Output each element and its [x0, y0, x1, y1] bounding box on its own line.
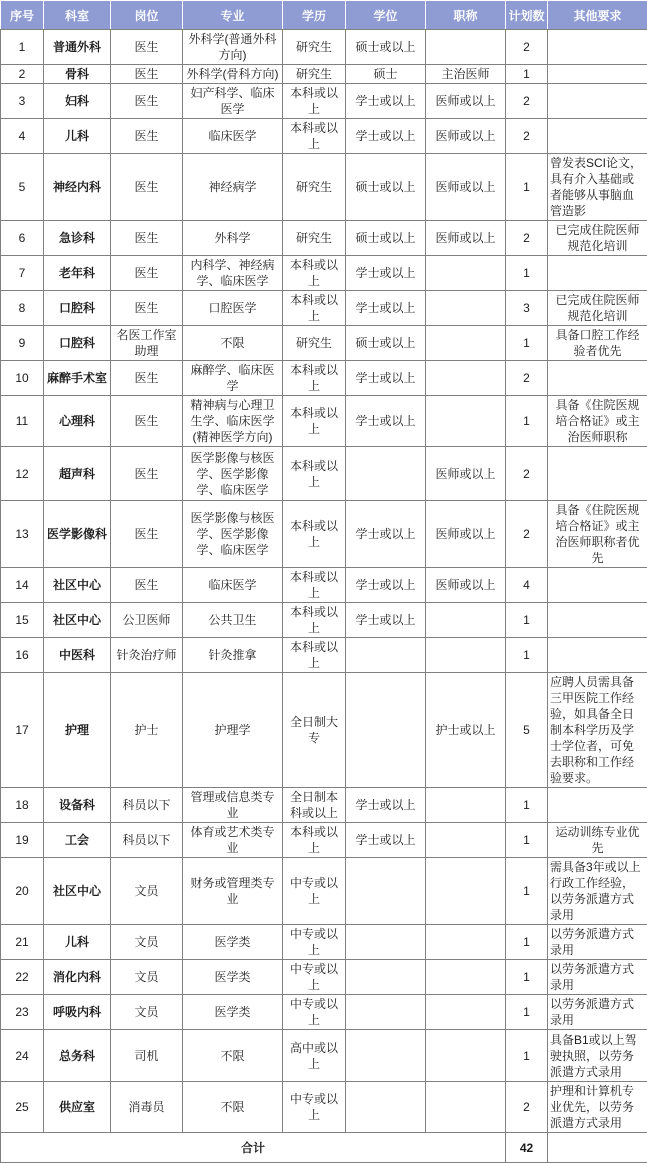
- cell-planned: 1: [506, 960, 548, 995]
- cell-requirements: [548, 788, 647, 823]
- cell-degree: 学士或以上: [346, 84, 426, 119]
- cell-title: [426, 925, 506, 960]
- cell-education: 研究生: [283, 30, 346, 65]
- cell-major: 医学影像与核医学、医学影像学、临床医学: [183, 447, 283, 501]
- column-header-8: 其他要求: [548, 1, 647, 30]
- cell-title: [426, 858, 506, 925]
- cell-degree: 硕士或以上: [346, 154, 426, 221]
- cell-position: 护士: [111, 673, 183, 788]
- cell-education: 研究生: [283, 154, 346, 221]
- cell-no: 13: [1, 501, 44, 568]
- cell-position: 医生: [111, 291, 183, 326]
- column-header-2: 岗位: [111, 1, 183, 30]
- cell-requirements: 已完成住院医师规范化培训: [548, 291, 647, 326]
- cell-major: 医学类: [183, 995, 283, 1030]
- cell-department: 社区中心: [44, 603, 111, 638]
- cell-major: 外科学(普通外科方向): [183, 30, 283, 65]
- cell-no: 8: [1, 291, 44, 326]
- table-row: [1, 396, 647, 447]
- cell-education: 中专或以上: [283, 995, 346, 1030]
- table-row: [1, 1082, 647, 1133]
- cell-department: 口腔科: [44, 291, 111, 326]
- cell-education: 高中或以上: [283, 1030, 346, 1082]
- cell-title: 护士或以上: [426, 673, 506, 788]
- cell-requirements: [548, 30, 647, 65]
- cell-degree: [346, 447, 426, 501]
- table-row: [1, 256, 647, 291]
- cell-title: 医师或以上: [426, 221, 506, 256]
- table-row: [1, 995, 647, 1030]
- cell-planned: 1: [506, 603, 548, 638]
- cell-title: [426, 638, 506, 673]
- cell-planned: 1: [506, 788, 548, 823]
- cell-requirements: 具备B1或以上驾驶执照，以劳务派遣方式录用: [548, 1030, 647, 1082]
- cell-department: 社区中心: [44, 858, 111, 925]
- cell-education: 研究生: [283, 65, 346, 84]
- cell-no: 20: [1, 858, 44, 925]
- table-row: [1, 447, 647, 501]
- cell-title: [426, 823, 506, 858]
- cell-education: 本科或以上: [283, 396, 346, 447]
- cell-title: 医师或以上: [426, 154, 506, 221]
- cell-no: 22: [1, 960, 44, 995]
- cell-major: 不限: [183, 326, 283, 361]
- cell-department: 呼吸内科: [44, 995, 111, 1030]
- cell-degree: 学士或以上: [346, 291, 426, 326]
- cell-no: 25: [1, 1082, 44, 1133]
- table-row: [1, 291, 647, 326]
- cell-requirements: 具备口腔工作经验者优先: [548, 326, 647, 361]
- cell-education: 本科或以上: [283, 823, 346, 858]
- cell-major: 临床医学: [183, 119, 283, 154]
- cell-degree: 学士或以上: [346, 119, 426, 154]
- table-row: [1, 1030, 647, 1082]
- cell-education: 中专或以上: [283, 1082, 346, 1133]
- cell-no: 23: [1, 995, 44, 1030]
- cell-department: 老年科: [44, 256, 111, 291]
- cell-education: 中专或以上: [283, 925, 346, 960]
- cell-title: 医师或以上: [426, 501, 506, 568]
- cell-requirements: 需具备3年或以上行政工作经验，以劳务派遣方式录用: [548, 858, 647, 925]
- table-row: [1, 154, 647, 221]
- table-row: [1, 568, 647, 603]
- column-header-5: 学位: [346, 1, 426, 30]
- cell-department: 供应室: [44, 1082, 111, 1133]
- cell-degree: 硕士或以上: [346, 326, 426, 361]
- cell-position: 医生: [111, 256, 183, 291]
- cell-degree: 硕士或以上: [346, 221, 426, 256]
- cell-department: 妇科: [44, 84, 111, 119]
- cell-requirements: [548, 84, 647, 119]
- table-row: [1, 221, 647, 256]
- cell-position: 医生: [111, 221, 183, 256]
- cell-requirements: 护理和计算机专业优先，以劳务派遣方式录用: [548, 1082, 647, 1133]
- column-header-3: 专业: [183, 1, 283, 30]
- cell-degree: 学士或以上: [346, 396, 426, 447]
- cell-planned: 1: [506, 256, 548, 291]
- cell-degree: [346, 960, 426, 995]
- total-planned-value: 42: [506, 1133, 548, 1163]
- cell-major: 外科学: [183, 221, 283, 256]
- table-row: [1, 501, 647, 568]
- cell-department: 神经内科: [44, 154, 111, 221]
- cell-position: 司机: [111, 1030, 183, 1082]
- cell-no: 4: [1, 119, 44, 154]
- cell-department: 工会: [44, 823, 111, 858]
- cell-planned: 4: [506, 568, 548, 603]
- cell-position: 医生: [111, 119, 183, 154]
- cell-education: 本科或以上: [283, 291, 346, 326]
- cell-degree: [346, 638, 426, 673]
- cell-title: 医师或以上: [426, 568, 506, 603]
- cell-major: 医学类: [183, 960, 283, 995]
- cell-degree: [346, 1082, 426, 1133]
- cell-department: 总务科: [44, 1030, 111, 1082]
- table-row: [1, 30, 647, 65]
- cell-no: 10: [1, 361, 44, 396]
- cell-position: 医生: [111, 568, 183, 603]
- cell-planned: 2: [506, 221, 548, 256]
- cell-position: 医生: [111, 447, 183, 501]
- cell-position: 文员: [111, 960, 183, 995]
- cell-major: 神经病学: [183, 154, 283, 221]
- table-row: [1, 858, 647, 925]
- cell-requirements: 应聘人员需具备三甲医院工作经验，如具备全日制本科学历及学士学位者，可免去职称和工作经验要求。: [548, 673, 647, 788]
- table-header: [1, 1, 647, 30]
- cell-education: 研究生: [283, 326, 346, 361]
- cell-position: 医生: [111, 361, 183, 396]
- cell-education: 本科或以上: [283, 603, 346, 638]
- cell-no: 18: [1, 788, 44, 823]
- cell-position: 科员以下: [111, 788, 183, 823]
- cell-planned: 2: [506, 447, 548, 501]
- cell-title: [426, 30, 506, 65]
- cell-planned: 1: [506, 326, 548, 361]
- cell-major: 不限: [183, 1030, 283, 1082]
- cell-requirements: [548, 119, 647, 154]
- table-footer: [1, 1133, 647, 1163]
- cell-no: 24: [1, 1030, 44, 1082]
- cell-education: 本科或以上: [283, 501, 346, 568]
- cell-no: 6: [1, 221, 44, 256]
- cell-requirements: 具备《住院医规培合格证》或主治医师职称者优先: [548, 501, 647, 568]
- cell-position: 文员: [111, 995, 183, 1030]
- table-row: [1, 673, 647, 788]
- cell-no: 21: [1, 925, 44, 960]
- cell-planned: 1: [506, 995, 548, 1030]
- cell-major: 护理学: [183, 673, 283, 788]
- cell-requirements: 以劳务派遣方式录用: [548, 960, 647, 995]
- cell-title: [426, 326, 506, 361]
- cell-department: 心理科: [44, 396, 111, 447]
- cell-major: 体育或艺术类专业: [183, 823, 283, 858]
- cell-education: 全日制大专: [283, 673, 346, 788]
- cell-department: 骨科: [44, 65, 111, 84]
- cell-title: [426, 256, 506, 291]
- cell-planned: 1: [506, 1030, 548, 1082]
- cell-planned: 2: [506, 361, 548, 396]
- cell-title: [426, 788, 506, 823]
- cell-requirements: 具备《住院医规培合格证》或主治医师职称: [548, 396, 647, 447]
- cell-planned: 1: [506, 823, 548, 858]
- cell-position: 科员以下: [111, 823, 183, 858]
- cell-title: [426, 291, 506, 326]
- cell-major: 医学影像与核医学、医学影像学、临床医学: [183, 501, 283, 568]
- cell-title: 医师或以上: [426, 119, 506, 154]
- cell-major: 麻醉学、临床医学: [183, 361, 283, 396]
- cell-major: 针灸推拿: [183, 638, 283, 673]
- table-body: [1, 30, 647, 1133]
- cell-no: 1: [1, 30, 44, 65]
- cell-major: 内科学、神经病学、临床医学: [183, 256, 283, 291]
- cell-degree: [346, 1030, 426, 1082]
- cell-position: 文员: [111, 858, 183, 925]
- cell-department: 设备科: [44, 788, 111, 823]
- cell-no: 12: [1, 447, 44, 501]
- cell-major: 外科学(骨科方向): [183, 65, 283, 84]
- cell-degree: [346, 858, 426, 925]
- cell-degree: 学士或以上: [346, 256, 426, 291]
- table-row: [1, 960, 647, 995]
- cell-major: 口腔医学: [183, 291, 283, 326]
- cell-planned: 2: [506, 30, 548, 65]
- cell-position: 针灸治疗师: [111, 638, 183, 673]
- cell-major: 公共卫生: [183, 603, 283, 638]
- cell-department: 超声科: [44, 447, 111, 501]
- cell-degree: 学士或以上: [346, 823, 426, 858]
- cell-degree: 学士或以上: [346, 603, 426, 638]
- table-row: [1, 326, 647, 361]
- cell-requirements: [548, 603, 647, 638]
- cell-title: 主治医师: [426, 65, 506, 84]
- cell-degree: 学士或以上: [346, 788, 426, 823]
- cell-education: 本科或以上: [283, 568, 346, 603]
- cell-requirements: [548, 447, 647, 501]
- cell-education: 中专或以上: [283, 858, 346, 925]
- cell-department: 医学影像科: [44, 501, 111, 568]
- cell-position: 公卫医师: [111, 603, 183, 638]
- cell-requirements: [548, 638, 647, 673]
- cell-title: [426, 960, 506, 995]
- cell-no: 5: [1, 154, 44, 221]
- cell-requirements: [548, 361, 647, 396]
- cell-no: 17: [1, 673, 44, 788]
- cell-position: 名医工作室助理: [111, 326, 183, 361]
- cell-degree: 学士或以上: [346, 568, 426, 603]
- cell-major: 精神病与心理卫生学、临床医学(精神医学方向): [183, 396, 283, 447]
- cell-planned: 3: [506, 291, 548, 326]
- cell-planned: 1: [506, 925, 548, 960]
- table-row: [1, 603, 647, 638]
- cell-position: 消毒员: [111, 1082, 183, 1133]
- cell-position: 医生: [111, 30, 183, 65]
- cell-education: 研究生: [283, 221, 346, 256]
- header-row: [1, 1, 647, 30]
- cell-requirements: 曾发表SCI论文，具有介入基础或者能够从事脑血管造影: [548, 154, 647, 221]
- total-row: [1, 1133, 647, 1163]
- cell-department: 中医科: [44, 638, 111, 673]
- cell-planned: 2: [506, 501, 548, 568]
- cell-major: 不限: [183, 1082, 283, 1133]
- cell-requirements: 已完成住院医师规范化培训: [548, 221, 647, 256]
- cell-degree: 学士或以上: [346, 501, 426, 568]
- cell-position: 医生: [111, 65, 183, 84]
- cell-major: 管理或信息类专业: [183, 788, 283, 823]
- cell-planned: 1: [506, 858, 548, 925]
- cell-planned: 2: [506, 84, 548, 119]
- cell-position: 医生: [111, 84, 183, 119]
- cell-title: [426, 603, 506, 638]
- cell-degree: [346, 925, 426, 960]
- table-row: [1, 65, 647, 84]
- cell-department: 麻醉手术室: [44, 361, 111, 396]
- cell-degree: 硕士: [346, 65, 426, 84]
- cell-education: 本科或以上: [283, 361, 346, 396]
- cell-degree: 硕士或以上: [346, 30, 426, 65]
- cell-title: [426, 396, 506, 447]
- cell-no: 7: [1, 256, 44, 291]
- table-row: [1, 823, 647, 858]
- cell-planned: 2: [506, 119, 548, 154]
- cell-no: 9: [1, 326, 44, 361]
- cell-requirements: 以劳务派遣方式录用: [548, 995, 647, 1030]
- cell-title: [426, 1082, 506, 1133]
- cell-no: 2: [1, 65, 44, 84]
- total-label: 合计: [1, 1133, 506, 1163]
- cell-degree: [346, 673, 426, 788]
- cell-planned: 1: [506, 65, 548, 84]
- cell-planned: 1: [506, 396, 548, 447]
- cell-position: 医生: [111, 154, 183, 221]
- cell-department: 护理: [44, 673, 111, 788]
- cell-degree: 学士或以上: [346, 361, 426, 396]
- cell-department: 急诊科: [44, 221, 111, 256]
- table-row: [1, 638, 647, 673]
- total-remark-cell: [548, 1133, 647, 1163]
- cell-major: 妇产科学、临床医学: [183, 84, 283, 119]
- column-header-4: 学历: [283, 1, 346, 30]
- cell-department: 消化内科: [44, 960, 111, 995]
- cell-title: [426, 361, 506, 396]
- cell-position: 文员: [111, 925, 183, 960]
- cell-department: 儿科: [44, 925, 111, 960]
- table-row: [1, 788, 647, 823]
- cell-education: 本科或以上: [283, 638, 346, 673]
- cell-major: 临床医学: [183, 568, 283, 603]
- cell-position: 医生: [111, 501, 183, 568]
- cell-major: 财务或管理类专业: [183, 858, 283, 925]
- cell-no: 16: [1, 638, 44, 673]
- cell-education: 中专或以上: [283, 960, 346, 995]
- cell-requirements: [548, 65, 647, 84]
- table-row: [1, 925, 647, 960]
- cell-department: 普通外科: [44, 30, 111, 65]
- cell-no: 14: [1, 568, 44, 603]
- cell-no: 11: [1, 396, 44, 447]
- cell-degree: [346, 995, 426, 1030]
- cell-title: [426, 995, 506, 1030]
- cell-title: [426, 1030, 506, 1082]
- cell-requirements: [548, 568, 647, 603]
- cell-education: 本科或以上: [283, 84, 346, 119]
- cell-department: 社区中心: [44, 568, 111, 603]
- cell-requirements: 运动训练专业优先: [548, 823, 647, 858]
- cell-requirements: [548, 256, 647, 291]
- cell-planned: 5: [506, 673, 548, 788]
- cell-no: 19: [1, 823, 44, 858]
- cell-planned: 1: [506, 154, 548, 221]
- cell-department: 口腔科: [44, 326, 111, 361]
- cell-major: 医学类: [183, 925, 283, 960]
- column-header-0: 序号: [1, 1, 44, 30]
- table-row: [1, 119, 647, 154]
- cell-education: 本科或以上: [283, 447, 346, 501]
- column-header-7: 计划数: [506, 1, 548, 30]
- cell-title: 医师或以上: [426, 447, 506, 501]
- cell-position: 医生: [111, 396, 183, 447]
- cell-requirements: 以劳务派遣方式录用: [548, 925, 647, 960]
- cell-education: 本科或以上: [283, 119, 346, 154]
- cell-department: 儿科: [44, 119, 111, 154]
- column-header-1: 科室: [44, 1, 111, 30]
- cell-planned: 2: [506, 1082, 548, 1133]
- table-row: [1, 84, 647, 119]
- cell-education: 本科或以上: [283, 256, 346, 291]
- cell-title: 医师或以上: [426, 84, 506, 119]
- cell-planned: 1: [506, 638, 548, 673]
- cell-education: 全日制本科或以上: [283, 788, 346, 823]
- table-row: [1, 361, 647, 396]
- cell-no: 15: [1, 603, 44, 638]
- cell-no: 3: [1, 84, 44, 119]
- column-header-6: 职称: [426, 1, 506, 30]
